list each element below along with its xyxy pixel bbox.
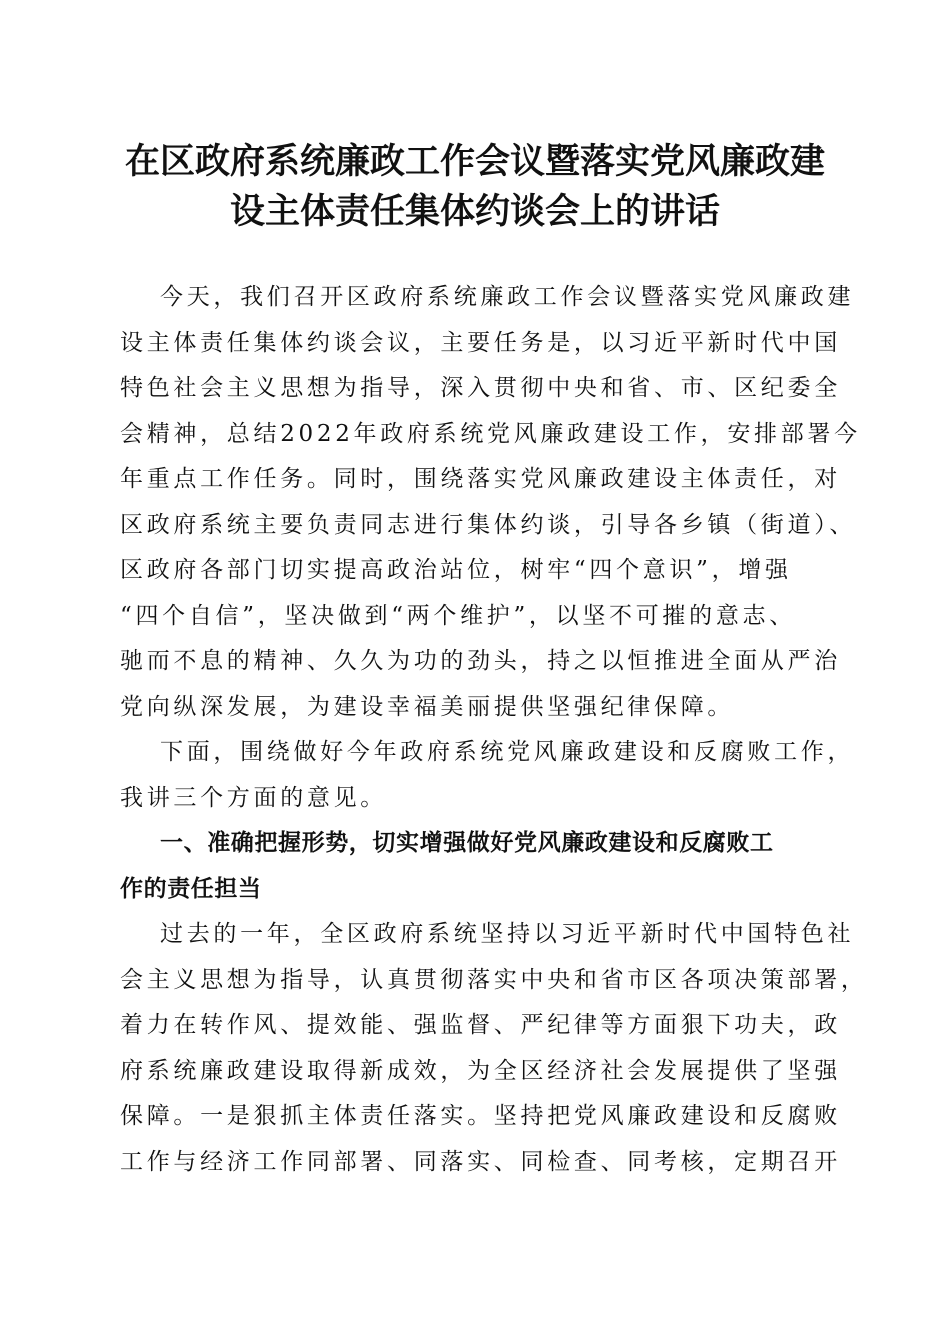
text-line: 工作与经济工作同部署、同落实、同检查、同考核，定期召开 [120, 1148, 841, 1175]
text-line: 年重点工作任务。同时，围绕落实党风廉政建设主体责任，对 [120, 466, 841, 492]
document-title [110, 137, 840, 237]
text-line: 过去的一年，全区政府系统坚持以习近平新时代中国特色社 [160, 921, 855, 947]
text-line: 会主义思想为指导，认真贯彻落实中央和省市区各项决策部署， [120, 966, 868, 993]
text-line: 设主体责任集体约谈会议，主要任务是，以习近平新时代中国 [120, 329, 841, 356]
body-paragraph [120, 730, 855, 821]
text-line: 党向纵深发展，为建设幸福美丽提供坚强纪律保障。 [120, 693, 735, 720]
text-line: 今天，我们召开区政府系统廉政工作会议暨落实党风廉政建 [160, 284, 855, 310]
text-line: 下面，围绕做好今年政府系统党风廉政建设和反腐败工作， [160, 739, 855, 765]
text-line: 保障。一是狠抓主体责任落实。坚持把党风廉政建设和反腐败 [120, 1103, 841, 1129]
text-line: 特色社会主义思想为指导，深入贯彻中央和省、市、区纪委全 [120, 375, 841, 401]
text-line: 驰而不息的精神、久久为功的劲头，持之以恒推进全面从严治 [120, 648, 841, 674]
heading-line: 作的责任担当 [120, 875, 262, 902]
heading-line: 一、准确把握形势，切实增强做好党风廉政建设和反腐败工 [160, 830, 774, 856]
text-line: 区政府各部门切实提高政治站位，树牢“四个意识”，增强 [120, 557, 792, 583]
title-line: 在区政府系统廉政工作会议暨落实党风廉政建 [124, 141, 825, 182]
body-paragraph [120, 912, 868, 1185]
text-line: 我讲三个方面的意见。 [120, 784, 387, 811]
text-line: 府系统廉政建设取得新成效，为全区经济社会发展提供了坚强 [120, 1057, 841, 1084]
title-line: 设主体责任集体约谈会上的讲话 [229, 191, 720, 232]
section-heading [120, 821, 840, 912]
text-line: “四个自信”，坚决做到“两个维护”，以坚不可摧的意志、 [120, 602, 796, 629]
text-line: 会精神，总结2022年政府系统党风廉政建设工作，安排部署今 [120, 420, 861, 447]
document-body [120, 275, 868, 1185]
body-paragraph [120, 275, 861, 730]
text-line: 着力在转作风、提效能、强监督、严纪律等方面狠下功夫，政 [120, 1012, 841, 1038]
text-line: 区政府系统主要负责同志进行集体约谈，引导各乡镇（街道）、 [120, 511, 857, 538]
